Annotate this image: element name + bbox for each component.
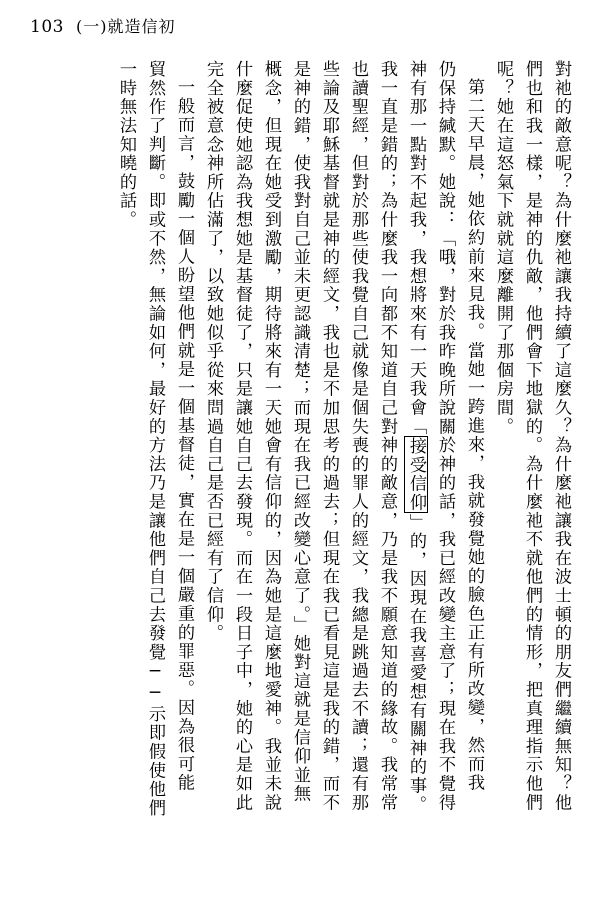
- text-column: 對祂的敵意呢？為什麼祂讓我持續了這麼久？為什麼祂讓我在波士頓的朋友們繼續無知？他: [551, 60, 571, 812]
- page-number: 103: [30, 17, 64, 37]
- text-column: 是神的錯，使我對自己並未更認識清楚；而現在我已經改變心意了。」她對這就是信仰並無: [290, 60, 310, 804]
- vertical-text-columns: [26, 60, 574, 890]
- running-head: (一)就造信初: [75, 17, 176, 36]
- page-body: [26, 60, 574, 890]
- text-column: 仍保持緘默。她說：「哦，對於我昨晚所說關於神的話，我已經改變主意了；現在我不覺得: [435, 60, 455, 812]
- text-column: 我一直是錯的；為什麼我一向都不知道自己對神的敵意，乃是我不願意知道的緣故。我常常: [377, 60, 397, 812]
- text-column: 第二天早晨，她依約前來見我。當她一跨進來，我就發覺她的臉色正有所改變，然而我: [464, 78, 484, 793]
- text-column: 一時無法知曉的話。: [116, 60, 136, 230]
- text-column: 概念，但現在她受到激勵，期待將來有一天她會有信仰的，因為她是這麼地愛神。我並未說: [261, 60, 281, 812]
- text-column: 貿然作了判斷。即或不然，無論如何，最好的方法乃是讓他們自己去發覺──示即假使他們: [145, 60, 165, 818]
- text-column: 些論及耶穌基督就是神的經文，我也是不加思考的過去；但現在我已看見這是我的錯，而不: [319, 60, 339, 812]
- text-column: 神有那一點對不起我，我想將來有一天我會「接受信仰」的，因現在我喜愛想有關神的事。: [406, 60, 426, 815]
- text-column: 也讀聖經，但對於那些使我覺自己就像是個失喪的罪人的經文，我總是跳過去不讀；還有那: [348, 60, 368, 812]
- text-column: 完全被意念神所佔滿了，以致她似乎從來問過自己是否已經有了信仰。: [203, 60, 223, 643]
- text-column: 什麼促使她認為我想她是基督徒了，只是讓她自己去發現。而在一段日子中，她的心是如此: [232, 60, 252, 812]
- emphasized-phrase: 接受信仰: [406, 437, 426, 513]
- text-column: 一般而言，鼓勵一個人盼望他們就是一個基督徒，實在是一個嚴重的罪惡。因為很可能: [174, 78, 194, 793]
- text-column: 們也和我一樣，是神的仇敵，他們會下地獄的。為什麼祂不就他們的情形，把真理指示他們: [522, 60, 542, 812]
- text-column: 呢？她在這怒氣下就就這麼離開了那個房間。: [493, 60, 513, 436]
- page-header: [30, 14, 175, 37]
